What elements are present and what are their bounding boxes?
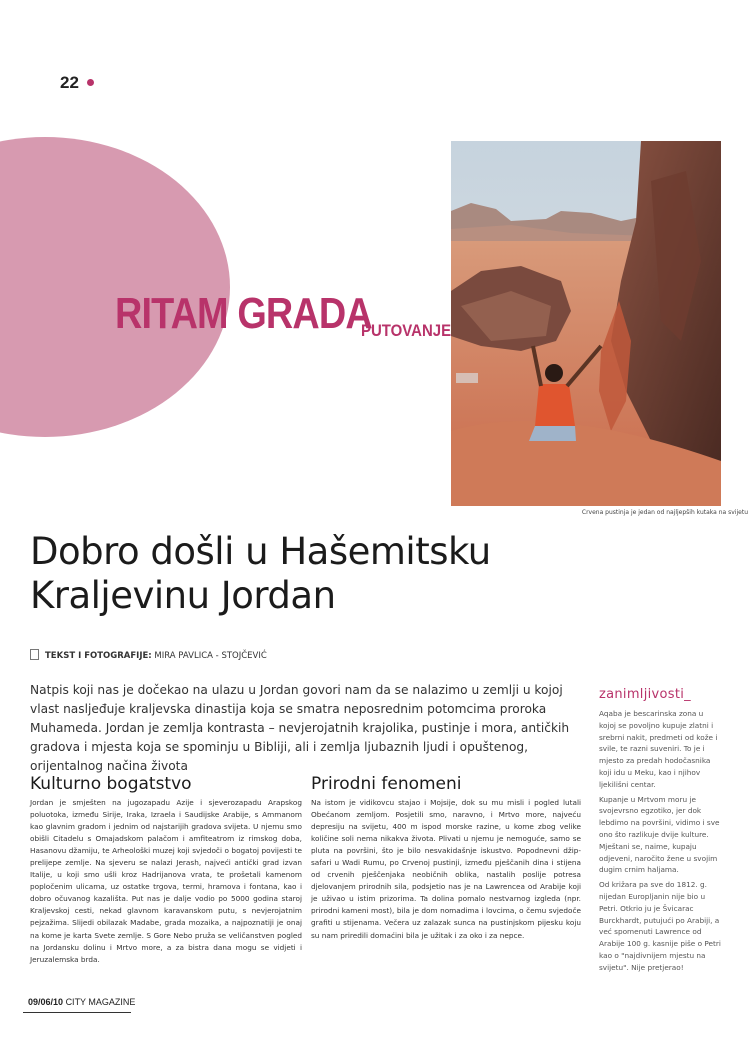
byline-author: MIRA PAVLICA - STOJČEVIĆ bbox=[154, 651, 267, 661]
column-heading-prirodni: Prirodni fenomeni bbox=[311, 774, 462, 794]
footer-rule bbox=[23, 1012, 131, 1013]
photo-caption: Crvena pustinja je jedan od najljepših kutaka na svijetu bbox=[581, 509, 748, 516]
article-photo bbox=[451, 141, 721, 506]
column-body-prirodni: Na istom je vidikovcu stajao i Mojsije, dok su mu misli i pogled lutali Obećanom zemljom. Posjetili smo, naravno, i Mrtvo more, najveću depresiju na svijetu, 400 m ispod morske razine, u kome zbog velike količine soli nema nikakva života. Plivati u njemu je nemoguće, samo se pluta na površini, što je bilo nesvakidašnje iskustvo. Popodnevni džip-safari u Wadi Rumu, po Crvenoj pustinji, između pješčanih dina i stijena od crvenih pješčenjaka neobičnih oblika, nastalih poslije potresa djelovanjem prirodnih sila, podsjetio nas je na Lawrencea od Arabije koji je uživao u istim prizorima. Ta dolina pomalo nestvarnog izgleda (npr. prirodni kameni most), bila je dom nomadima i lovcima, o čemu svjedoče grafiti u stijenama. Večera uz zalazak sunca na pustinjskom pijesku koju su nam priredili domaćini bila je užitak i za oko i za nepce. bbox=[311, 798, 581, 940]
sidebar-body bbox=[599, 708, 721, 977]
sidebar-paragraph: Od križara pa sve do 1812. g. nijedan Europljanin nije bio u Petri. Otkrio ju je Švicarac Burckhardt, putujući po Arabiji, a već spomenuti Lawrence od Arabije 100 g. kasnije piše o Petri kao o "najdivnijem mjestu na svijetu". Nije pretjerao! bbox=[599, 880, 721, 972]
sidebar-paragraph: Kupanje u Mrtvom moru je svojevrsno egzotiko, jer dok lebdimo na površini, vidimo i sve ono što razlikuje dvije kulture. Mještani se, naime, kupaju odjeveni, naročito žene u svojim dugim crnim haljama. bbox=[599, 794, 720, 875]
article-headline: Dobro došli u Hašemitsku Kraljevinu Jordan bbox=[30, 530, 491, 617]
footer-date: 09/06/10 bbox=[28, 997, 64, 1007]
sidebar-paragraph: Aqaba je bescarinska zona u kojoj se povoljno kupuje zlatni i srebrni nakit, predmeti od kože i svile, te razni suveniri. To je i mjesto za predah hodočasnika koji idu u Meku, kao i njihov ljekilišni centar. bbox=[599, 709, 718, 789]
footer bbox=[28, 997, 135, 1007]
lead-paragraph: Natpis koji nas je dočekao na ulazu u Jordan govori nam da se nalazimo u zemlji u kojoj vlast nasljeđuje kraljevska dinastija koja se smatra neposrednim potomcima proroka Muhameda. Jordan je zemlja kontrasta – nevjerojatnih krajolika, pustinje i mora, antičkih gradova i mjesta koja se spominju u Bibliji, ali i zemlja ljubaznih ljudi i opuštenog, orijentalnog načina života bbox=[30, 683, 570, 773]
section-title: RITAM GRADA bbox=[115, 289, 372, 338]
column-body-kulturno: Jordan je smješten na jugozapadu Azije i sjeverozapadu Arapskog poluotoka, između Sirije, Iraka, Izraela i Saudijske Arabije, s Ammanom kao glavnim gradom i jednim od najstarijih gradova svijeta. U njemu smo obišli Citadelu s Omajadskom palačom i amfiteatrom iz rimskog doba, Hasanovu džamiju, te Arheološki muzej koji svjedoči o bogatoj povijesti te prelijepe zemlje. Na sjeveru se nalazi Jerash, najveći antički grad izvan Italije, u koji smo ušli kroz Hadrijanova vrata, te prošetali kamenom popločenim ulicama, uz ostatke trgova, termi, hramova i fontana, kao i dobro očuvanog kazališta. Put nas je dalje vodio po 5000 godina staroj Kraljevskoj cesti, nekad glavnom karavanskom putu, s nevjerojatnim pejzažima. Slijedi obilazak Madabe, grada mozaika, a najpoznatiji je onaj na kome je karta Svete zemlje. S Gore Nebo pruža se veličanstven pogled na Jordansku dolinu i Mrtvo more, a za bistra dana mogu se vidjeti i Jeruzalemska brda. bbox=[30, 798, 302, 964]
column-heading-kulturno: Kulturno bogatstvo bbox=[30, 774, 192, 794]
decorative-circle bbox=[0, 137, 230, 437]
sidebar-heading: zanimljivosti_ bbox=[599, 687, 691, 702]
page-number-dot bbox=[87, 79, 94, 86]
page-number: 22 bbox=[60, 73, 79, 92]
byline-label: TEKST I FOTOGRAFIJE: bbox=[45, 651, 152, 661]
desert-photo-illustration bbox=[451, 141, 721, 506]
document-icon bbox=[30, 649, 39, 660]
footer-magazine: CITY MAGAZINE bbox=[65, 997, 136, 1007]
section-subtitle: PUTOVANJE bbox=[361, 321, 452, 340]
byline bbox=[30, 649, 267, 661]
